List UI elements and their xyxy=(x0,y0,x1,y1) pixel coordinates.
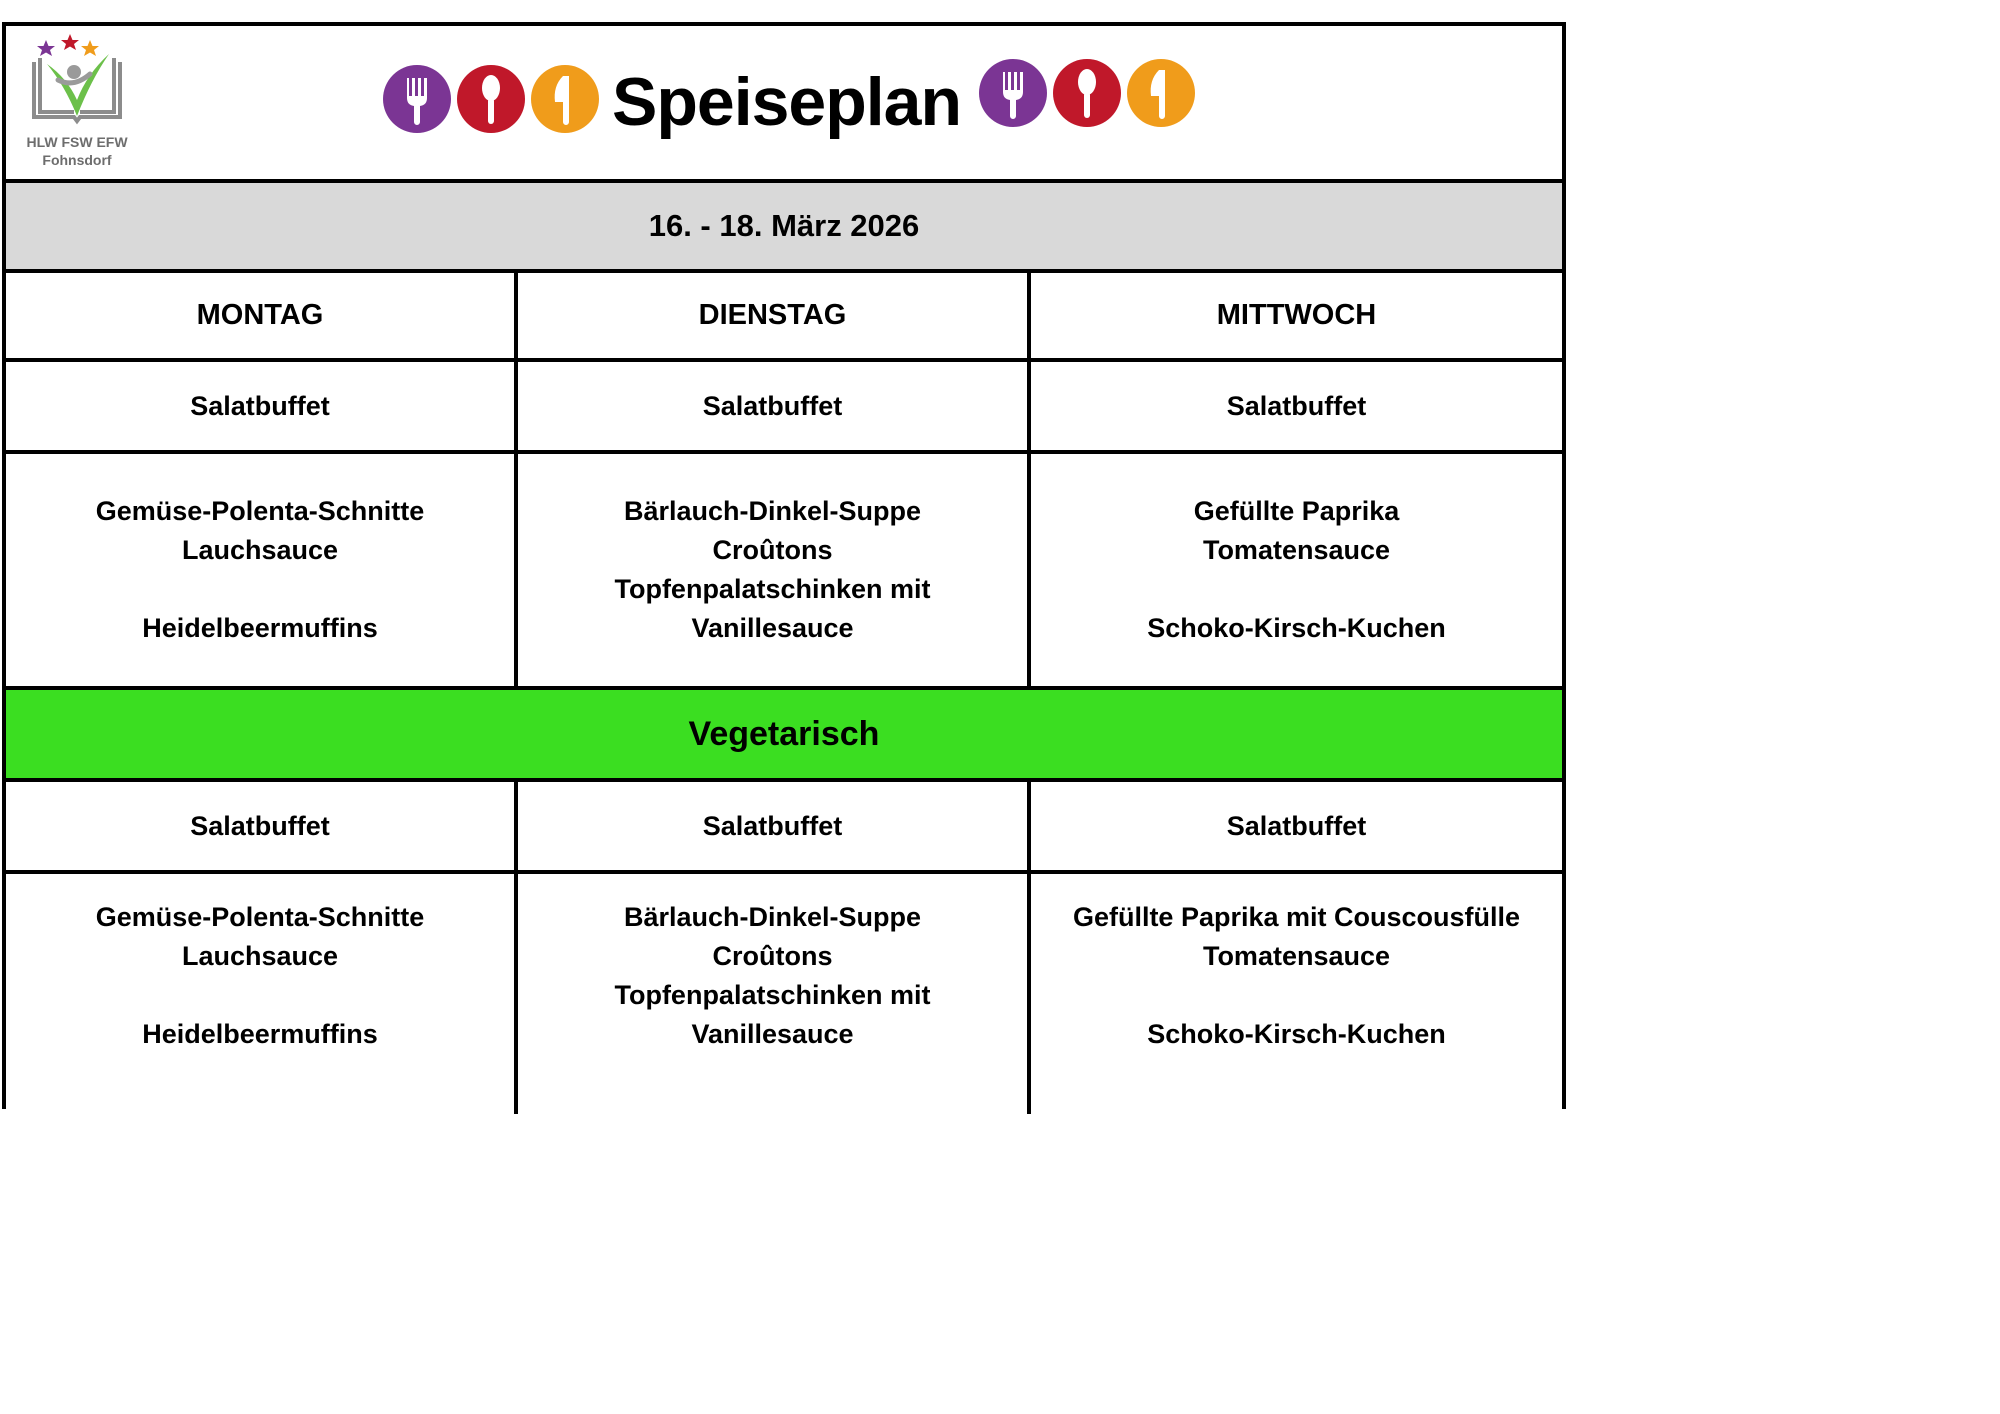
menu-line: Topfenpalatschinken mit xyxy=(614,574,931,604)
knife-icon xyxy=(530,64,600,134)
dessert-line: Heidelbeermuffins xyxy=(142,1019,378,1049)
menu-line: Croûtons xyxy=(712,941,833,971)
book-logo-icon xyxy=(22,32,132,132)
dessert-line: Schoko-Kirsch-Kuchen xyxy=(1147,613,1446,643)
vegetarian-menu-row xyxy=(6,874,1562,1114)
menu-line: Tomatensauce xyxy=(1202,941,1391,971)
menu-line: Gemüse-Polenta-Schnitte xyxy=(95,496,425,526)
date-range: 16. - 18. März 2026 xyxy=(648,208,920,243)
menu-sheet xyxy=(2,22,1566,1109)
vegetarian-starter-row xyxy=(6,782,1562,874)
starter-monday: Salatbuffet xyxy=(6,362,518,450)
menu-line: Lauchsauce xyxy=(181,941,339,971)
veg-starter-tuesday: Salatbuffet xyxy=(518,782,1031,870)
veg-starter-wednesday: Salatbuffet xyxy=(1226,810,1367,841)
school-logo xyxy=(22,32,132,172)
menu-line: Tomatensauce xyxy=(1202,535,1391,565)
logo-text-line2: Fohnsdorf xyxy=(42,152,112,168)
veg-starter-monday: Salatbuffet xyxy=(6,782,518,870)
cutlery-icons-left xyxy=(382,64,600,134)
main-menu-row xyxy=(6,454,1562,690)
menu-line: Bärlauch-Dinkel-Suppe xyxy=(623,496,922,526)
spoon-icon xyxy=(1052,58,1122,128)
menu-line: Vanillesauce xyxy=(691,1019,854,1049)
fork-icon xyxy=(382,64,452,134)
menu-line: Gefüllte Paprika mit Couscousfülle xyxy=(1072,902,1521,932)
menu-line: Gefüllte Paprika xyxy=(1193,496,1400,526)
menu-line: Croûtons xyxy=(712,535,833,565)
veg-menu-monday xyxy=(6,874,518,1114)
vegetarian-section-bar xyxy=(6,690,1562,782)
header xyxy=(6,26,1562,183)
veg-menu-tuesday xyxy=(518,874,1031,1114)
menu-line: Topfenpalatschinken mit xyxy=(614,980,931,1010)
fork-icon xyxy=(978,58,1048,128)
menu-line: Vanillesauce xyxy=(691,613,854,643)
vegetarian-label: Vegetarisch xyxy=(688,714,880,753)
dessert-line: Heidelbeermuffins xyxy=(142,613,378,643)
starter-row xyxy=(6,362,1562,454)
knife-icon xyxy=(1126,58,1196,128)
day-tuesday: DIENSTAG xyxy=(518,273,1031,358)
menu-line: Bärlauch-Dinkel-Suppe xyxy=(623,902,922,932)
cutlery-icons-right xyxy=(978,58,1196,128)
veg-menu-wednesday xyxy=(1031,874,1562,1114)
spoon-icon xyxy=(456,64,526,134)
day-monday: MONTAG xyxy=(6,273,518,358)
menu-wednesday xyxy=(1031,454,1562,686)
starter-wednesday: Salatbuffet xyxy=(1226,390,1367,421)
menu-monday xyxy=(6,454,518,686)
menu-tuesday xyxy=(518,454,1031,686)
starter-tuesday: Salatbuffet xyxy=(518,362,1031,450)
weekday-header-row xyxy=(6,273,1562,362)
menu-line: Lauchsauce xyxy=(181,535,339,565)
page-title: Speiseplan xyxy=(612,64,962,140)
date-range-bar xyxy=(6,183,1562,273)
dessert-line: Schoko-Kirsch-Kuchen xyxy=(1147,1019,1446,1049)
menu-line: Gemüse-Polenta-Schnitte xyxy=(95,902,425,932)
logo-text-line1: HLW FSW EFW xyxy=(26,134,128,150)
day-wednesday: MITTWOCH xyxy=(1216,299,1377,331)
